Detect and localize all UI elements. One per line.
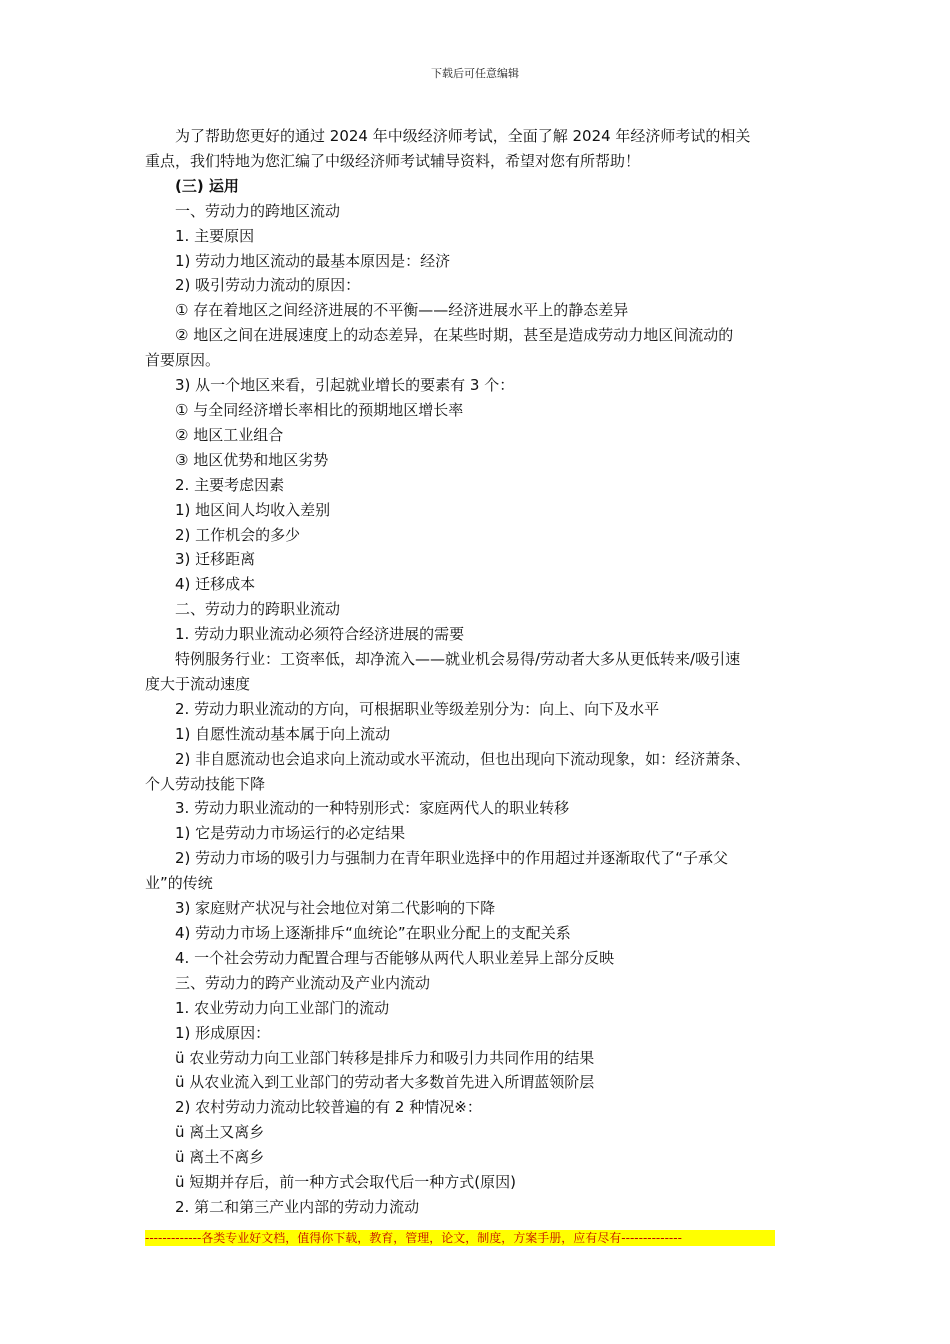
text-line: ② 地区工业组合 [175, 425, 284, 444]
text-line: ü 从农业流入到工业部门的劳动者大多数首先进入所谓蓝领阶层 [175, 1073, 595, 1092]
text-line: 1. 劳动力职业流动必须符合经济进展的需要 [175, 625, 465, 644]
text-line: 1) 形成原因： [175, 1023, 271, 1042]
text-line: 特例服务行业：工资率低，却净流入——就业机会易得/劳动者大多从更低转来/吸引速 [175, 650, 741, 669]
document-body [145, 124, 825, 1220]
page-header: 下载后可任意编辑 [431, 67, 519, 80]
text-line: 4) 迁移成本 [175, 575, 256, 594]
text-line: (三) 运用 [175, 176, 239, 195]
text-line: 二、劳动力的跨职业流动 [175, 600, 341, 619]
text-line: 4) 劳动力市场上逐渐排斥“血统论”在职业分配上的支配关系 [175, 924, 571, 942]
text-line: ① 存在着地区之间经济进展的不平衡——经济进展水平上的静态差异 [175, 301, 629, 320]
text-line: 2. 主要考虑因素 [175, 475, 285, 494]
text-line: ③ 地区优势和地区劣势 [175, 450, 329, 469]
text-line: ü 农业劳动力向工业部门转移是排斥力和吸引力共同作用的结果 [175, 1048, 595, 1067]
text-line: ü 短期并存后，前一种方式会取代后一种方式(原因) [175, 1173, 516, 1192]
footer-banner: -------------各类专业好文档，值得你下载，教育，管理，论文，制度，方案手册，应有尽有-------------- [145, 1230, 775, 1246]
text-line: 首要原因。 [145, 351, 221, 370]
text-line: 1. 主要原因 [175, 226, 255, 245]
text-line: 个人劳动技能下降 [145, 774, 266, 793]
text-line: 重点，我们特地为您汇编了中级经济师考试辅导资料，希望对您有所帮助！ [145, 151, 641, 170]
text-line: 三、劳动力的跨产业流动及产业内流动 [175, 973, 431, 992]
text-line: 4. 一个社会劳动力配置合理与否能够从两代人职业差异上部分反映 [175, 948, 615, 967]
text-line: 1) 它是劳动力市场运行的必定结果 [175, 824, 406, 843]
text-line: 1) 自愿性流动基本属于向上流动 [175, 724, 391, 743]
text-line: 1. 农业劳动力向工业部门的流动 [175, 998, 390, 1017]
text-line: 2) 劳动力市场的吸引力与强制力在青年职业选择中的作用超过并逐渐取代了“子承父 [175, 849, 728, 868]
text-line: ② 地区之间在进展速度上的动态差异，在某些时期，甚至是造成劳动力地区间流动的 [175, 326, 734, 345]
text-line: 一、劳动力的跨地区流动 [175, 201, 341, 220]
text-line: 3) 从一个地区来看，引起就业增长的要素有 3 个： [175, 376, 515, 395]
text-line: ü 离土又离乡 [175, 1123, 265, 1142]
text-line: 2. 第二和第三产业内部的劳动力流动 [175, 1197, 420, 1216]
text-line: 3. 劳动力职业流动的一种特别形式：家庭两代人的职业转移 [175, 799, 570, 818]
text-line: ü 离土不离乡 [175, 1148, 265, 1167]
text-line: 1) 劳动力地区流动的最基本原因是：经济 [175, 251, 451, 270]
text-line: 2) 非自愿流动也会追求向上流动或水平流动，但也出现向下流动现象，如：经济萧条、 [175, 749, 751, 768]
text-line: 业”的传统 [145, 874, 213, 893]
text-line: 为了帮助您更好的通过 2024 年中级经济师考试，全面了解 2024 年经济师考试的相关 [175, 127, 751, 145]
text-line: 2) 吸引劳动力流动的原因： [175, 276, 361, 295]
text-line: 3) 迁移距离 [175, 550, 256, 569]
text-line: 1) 地区间人均收入差别 [175, 500, 331, 519]
text-line: 2) 工作机会的多少 [175, 525, 301, 544]
text-line: ① 与全同经济增长率相比的预期地区增长率 [175, 400, 464, 419]
text-line: 2. 劳动力职业流动的方向，可根据职业等级差别分为：向上、向下及水平 [175, 699, 660, 718]
text-line: 3) 家庭财产状况与社会地位对第二代影响的下降 [175, 899, 496, 918]
text-line: 2) 农村劳动力流动比较普遍的有 2 种情况※： [175, 1098, 482, 1117]
text-line: 度大于流动速度 [145, 674, 251, 693]
